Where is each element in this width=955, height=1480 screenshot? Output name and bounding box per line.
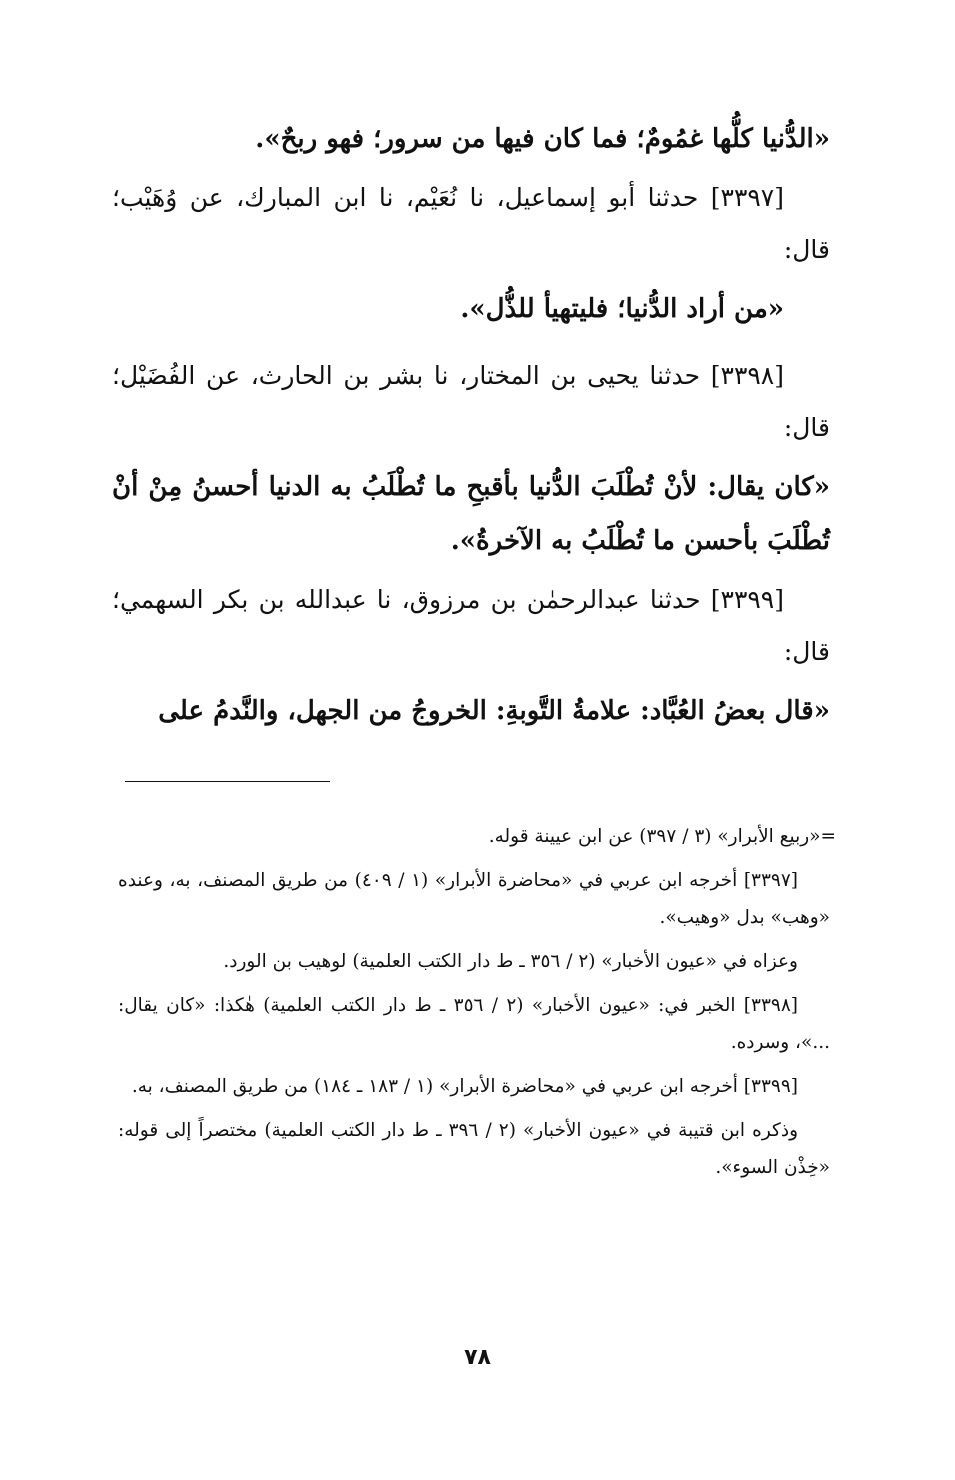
footnote-3399-qutaybah: وذكره ابن قتيبة في «عيون الأخبار» (٢ / ٣٩٦ ـ ط دار الكتب العلمية) مختصراً إلى قوله: «خِذْن السوء». xyxy=(118,1120,830,1178)
quote-3397: «من أراد الدُّنيا؛ فليتهيأ للذُّل». xyxy=(460,294,784,324)
quote-3398: «كان يقال: لأنْ تُطْلَبَ الدُّنيا بأقبحِ ما تُطْلَبُ به الدنيا أحسنُ مِنْ أنْ تُطْلَبَ بأحسن ما تُطْلَبُ به الآخرةُ». xyxy=(112,472,830,556)
footnote-separator xyxy=(125,781,330,782)
quote-3399: «قال بعضُ العُبَّاد: علامةُ التَّوبةِ: الخروجُ من الجهل، والنَّدمُ على xyxy=(158,696,830,726)
footnote-3399: [٣٣٩٩] أخرجه ابن عربي في «محاضرة الأبرار» (١ / ١٨٣ ـ ١٨٤) من طريق المصنف، به. xyxy=(131,1076,798,1097)
isnad-3399: [٣٣٩٩] حدثنا عبدالرحمٰن بن مرزوق، نا عبدالله بن بكر السهمي؛ قال: xyxy=(112,585,830,666)
quote-dunya-ghumum: «الدُّنيا كلُّها غمُومٌ؛ فما كان فيها من سرور؛ فهو ربحٌ». xyxy=(255,124,830,154)
page-number: ٧٨ xyxy=(464,1345,491,1370)
footnote-continuation: =«ربيع الأبرار» (٣ / ٣٩٧) عن ابن عيينة قوله. xyxy=(488,826,836,847)
footnote-3397-uyun: وعزاه في «عيون الأخبار» (٢ / ٣٥٦ ـ ط دار الكتب العلمية) لوهيب بن الورد. xyxy=(223,951,798,972)
main-text xyxy=(112,112,830,738)
footnote-3397: [٣٣٩٧] أخرجه ابن عربي في «محاضرة الأبرار» (١ / ٤٠٩) من طريق المصنف، به، وعنده «وهب» بدل «وهيب». xyxy=(118,870,830,928)
footnotes xyxy=(118,818,836,1186)
footnote-3398: [٣٣٩٨] الخبر في: «عيون الأخبار» (٢ / ٣٥٦ ـ ط دار الكتب العلمية) هٰكذا: «كان يقال: ...»، وسرده. xyxy=(118,995,830,1053)
isnad-3397: [٣٣٩٧] حدثنا أبو إسماعيل، نا نُعَيْم، نا ابن المبارك، عن وُهَيْب؛ قال: xyxy=(112,183,830,264)
isnad-3398: [٣٣٩٨] حدثنا يحيى بن المختار، نا بشر بن الحارث، عن الفُضَيْل؛ قال: xyxy=(112,361,830,442)
